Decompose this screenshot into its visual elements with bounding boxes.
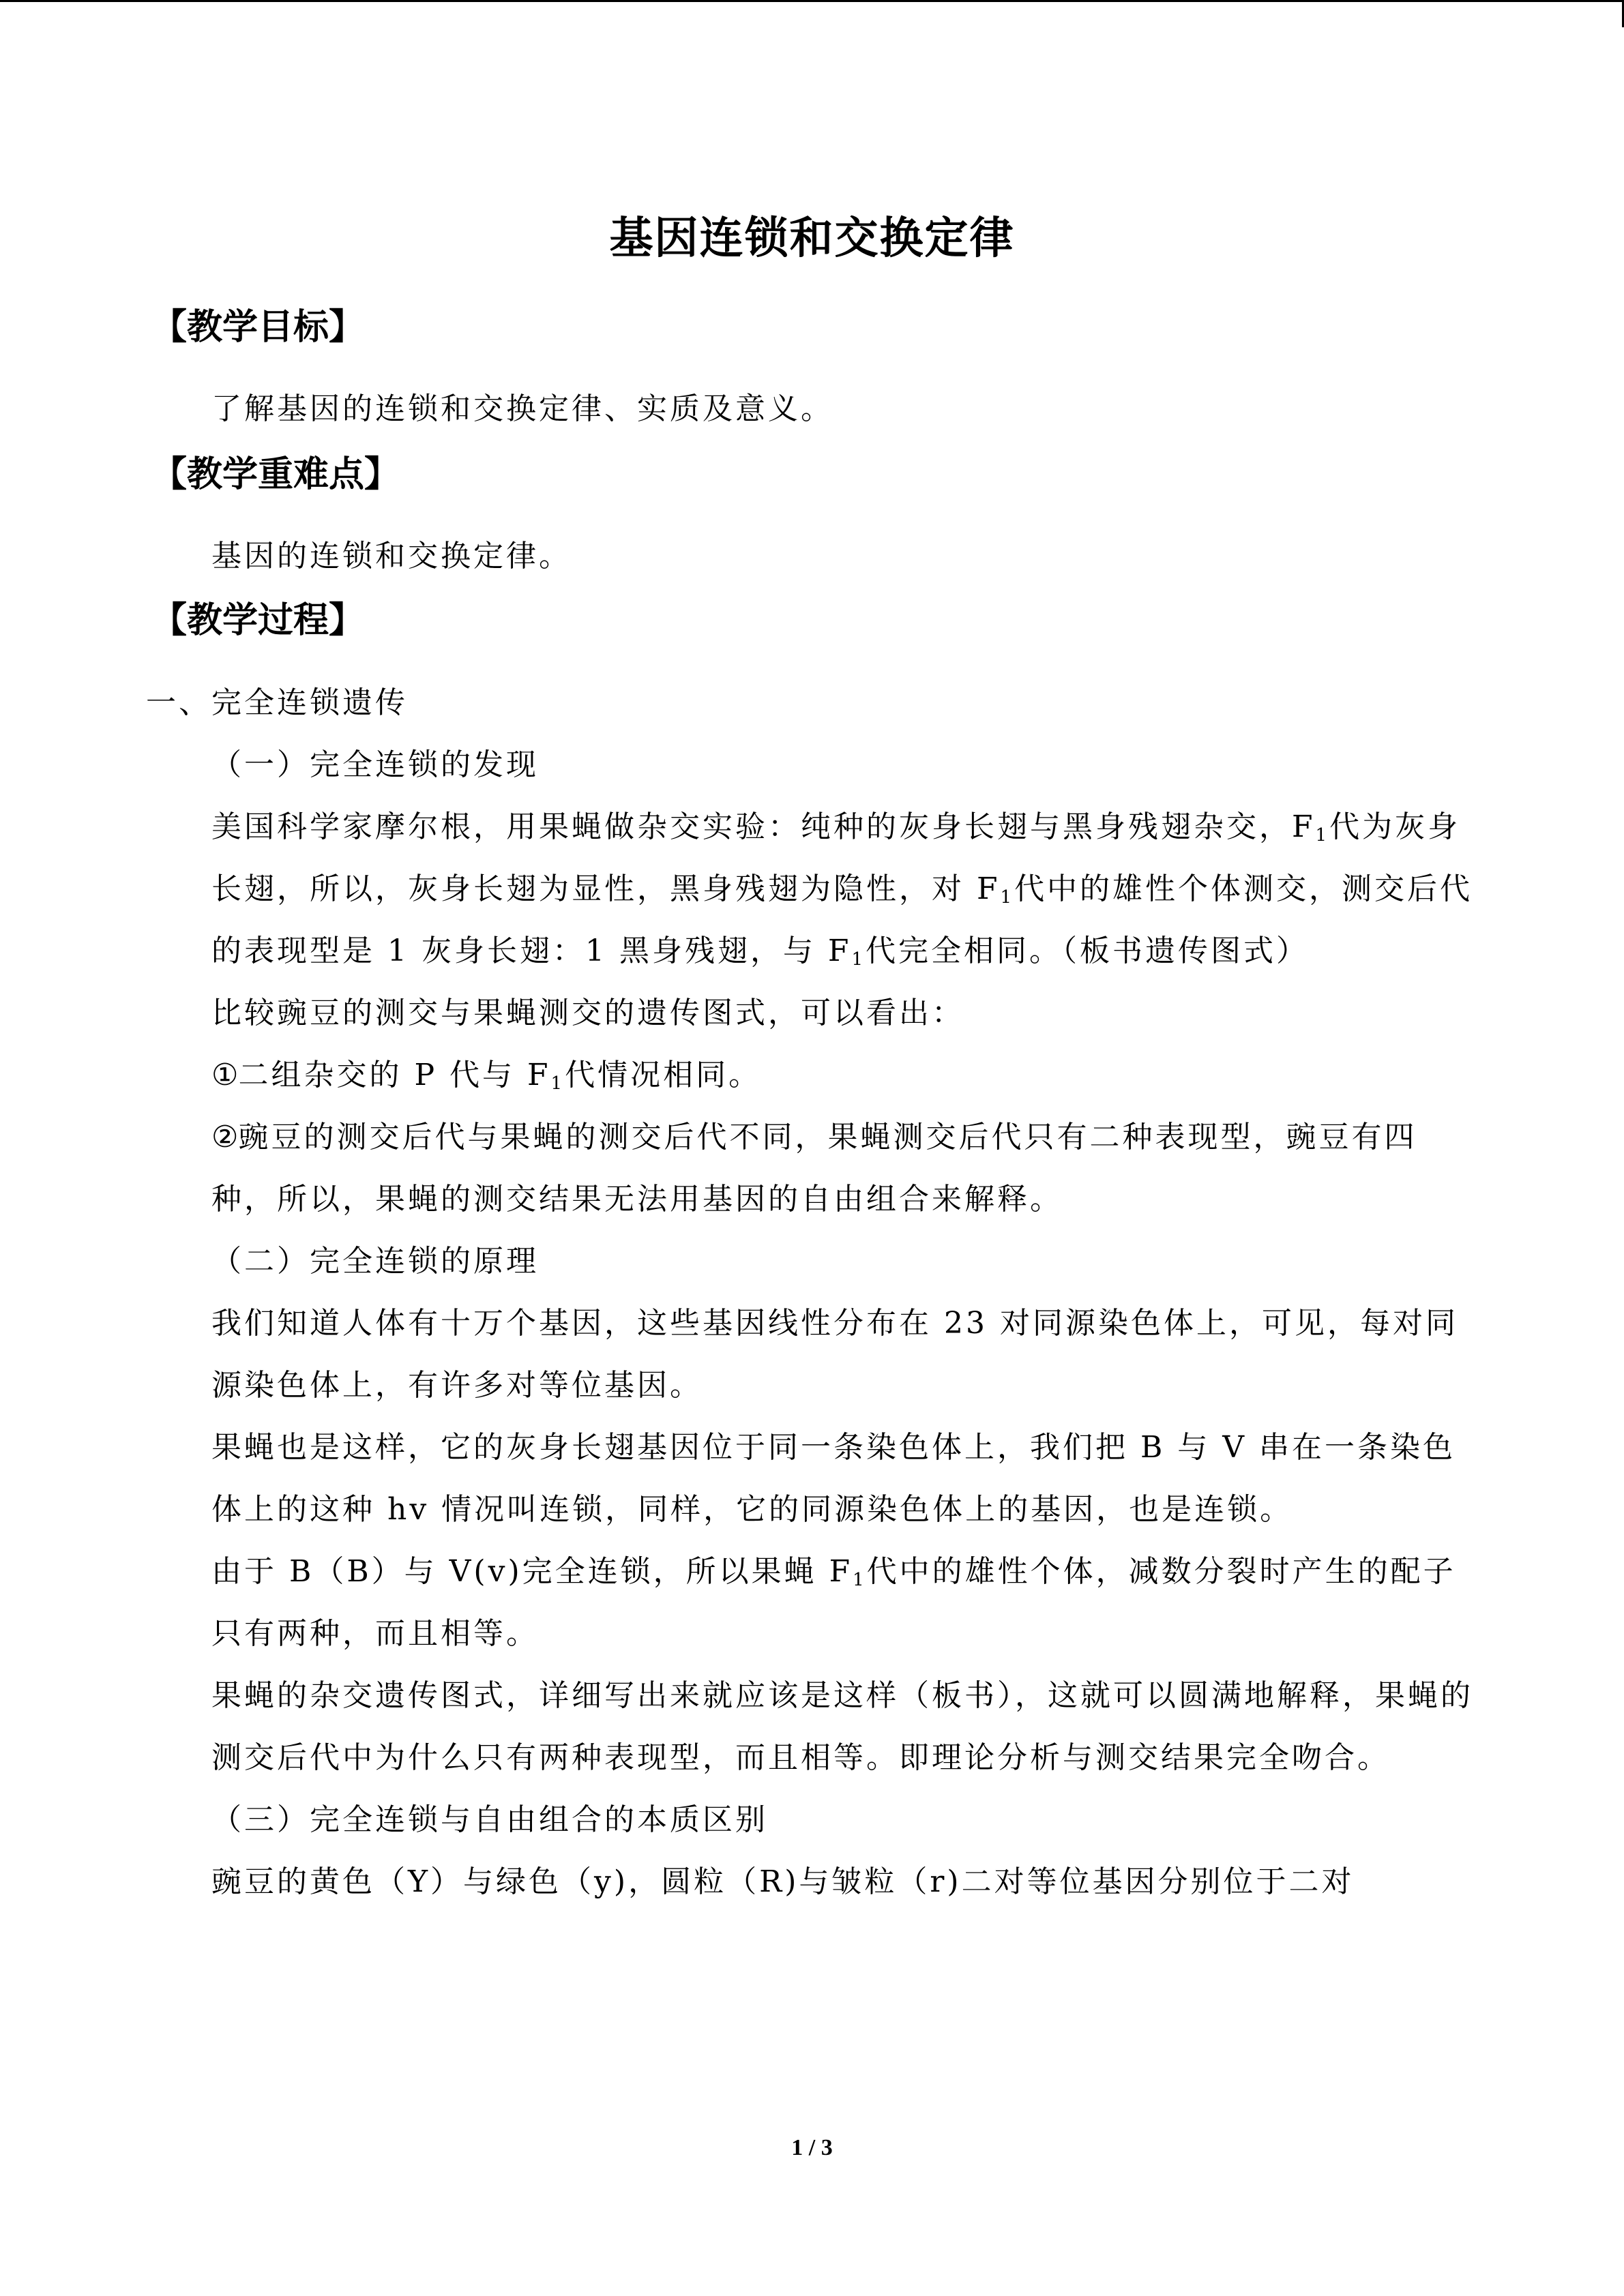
objectives-text: 了解基因的连锁和交换定律、实质及意义。 xyxy=(211,391,833,426)
section-1-heading: 一、完全连锁遗传 xyxy=(146,685,408,720)
paragraph-morgan-experiment: 美国科学家摩尔根，用果蝇做杂交实验：纯种的灰身长翅与黑身残翅杂交，$F_1$代为灰身长翅，所以，灰身长翅为显性，黑身残翅为隐性，对 $F_1$代中的雄性个体测交，测交后代的表现型是 1 灰身长翅：1 黑身残翅，与 $F_1$代完全相同。（板书遗传图式） xyxy=(211,809,1473,970)
section-1-2-heading: （二）完全连锁的原理 xyxy=(211,1244,539,1279)
section-1-3-heading: （三）完全连锁与自由组合的本质区别 xyxy=(211,1802,768,1837)
section-1-1-heading: （一）完全连锁的发现 xyxy=(211,747,539,782)
objectives-text-block xyxy=(146,378,1476,440)
paragraph-human-genes: 我们知道人体有十万个基因，这些基因线性分布在 23 对同源染色体上，可见，每对同源染色体上，有许多对等位基因。 xyxy=(211,1306,1458,1403)
objectives-heading: 【教学目标】 xyxy=(151,307,365,348)
key-points-text: 基因的连锁和交换定律。 xyxy=(211,539,572,573)
key-points-heading: 【教学重难点】 xyxy=(151,454,400,495)
paragraph-cross-diagram: 果蝇的杂交遗传图式，详细写出来就应该是这样（板书），这就可以圆满地解释，果蝇的测交后代中为什么只有两种表现型，而且相等。即理论分析与测交结果完全吻合。 xyxy=(211,1678,1473,1775)
page-number: 1 / 3 xyxy=(791,2135,833,2160)
paragraph-gametes: 由于 B（B）与 V(v)完全连锁，所以果蝇 $F_1$代中的雄性个体，减数分裂时产生的配子只有两种，而且相等。 xyxy=(211,1554,1456,1651)
paragraph-pea-genes: 豌豆的黄色（Y）与绿色（y)，圆粒（R)与皱粒（r)二对等位基因分别位于二对 xyxy=(211,1864,1355,1899)
paragraph-fruitfly-linkage: 果蝇也是这样，它的灰身长翅基因位于同一条染色体上，我们把 B 与 V 串在一条染色体上的这种 hv 情况叫连锁，同样，它的同源染色体上的基因，也是连锁。 xyxy=(211,1430,1456,1527)
page-title: 基因连锁和交换定律 xyxy=(609,213,1015,264)
process-content xyxy=(146,672,1476,1913)
paragraph-comparison: 比较豌豆的测交与果蝇测交的遗传图式，可以看出： xyxy=(211,996,964,1030)
process-heading: 【教学过程】 xyxy=(151,600,365,641)
top-border-line xyxy=(0,0,1624,2)
paragraph-point-2: ②豌豆的测交后代与果蝇的测交后代不同，果蝇测交后代只有二种表现型，豌豆有四种，所以，果蝇的测交结果无法用基因的自由组合来解释。 xyxy=(211,1120,1417,1217)
key-points-text-block xyxy=(146,525,1476,587)
paragraph-point-1: ①二组杂交的 P 代与 $F_1$代情况相同。 xyxy=(211,1058,762,1094)
